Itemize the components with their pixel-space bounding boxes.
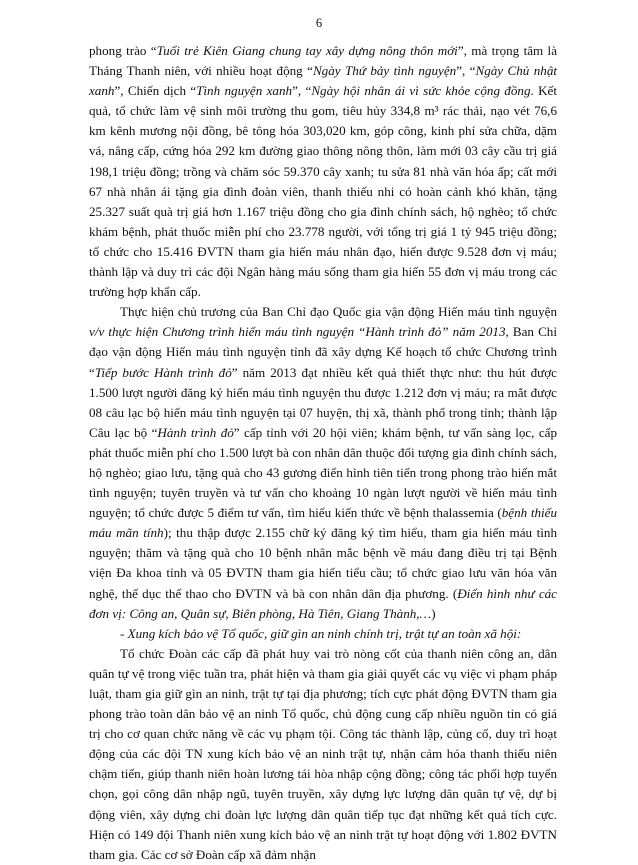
text-run: Tổ chức Đoàn các cấp đã phát huy vai trò nòng cốt của thanh niên công an, dân quân tự vệ trong việc tuần tra, phát hiện và tham gia giải quyết các vụ việc vi phạm pháp luật, tham gia giữ gìn an ninh, trật tự tại địa phương; tích cực phát động ĐVTN tham gia phong trào toàn dân bảo vệ an ninh Tổ quốc, chủ động cung cấp nhiều nguồn tin có giá trị cho cơ quan chức năng về các vụ phạm tội. Công tác thành lập, củng cố, duy trì hoạt động của các đội TN xung kích bảo vệ an ninh trật tự, nhận cảm hóa thanh thiếu niên chậm tiến, giúp thanh niên hoàn lương tái hòa nhập cộng đồng; công tác phối hợp tuyển chọn, gọi công dân nhập ngũ, tuyên truyền, xây dựng lực lượng dân quân tự vệ, dự bị động viên, xây dựng chi đoàn lực lượng dân quân tiếp tục đạt những kết quả tích cực. Hiện có 149 đội Thanh niên xung kích bảo vệ an ninh trật tự hoạt động với 1.802 ĐVTN tham gia. Các cơ sở Đoàn cấp xã đảm nhận (89, 645, 557, 862)
page-number: 6 (315, 16, 323, 30)
text-run: phong trào “ (89, 43, 157, 58)
text-run: ”, mà trọng tâm là Tháng Thanh niên, với nhiều hoạt động “ (89, 43, 558, 79)
italic-text-run: Ngày hội nhân ái vì sức khỏe cộng đồng (311, 83, 531, 99)
text-run: ” cấp tỉnh với 20 hội viên; khám bệnh, tư vấn sàng lọc, cấp phát thuốc miễn phí cho 1.500 lượt bà con nhân dân thuộc đối tượng gia đình chính sách, hộ nghèo; giao lưu, tặng quà cho 43 gương điển hình tiên tiến trong phong trào hiến mắt tình nguyện; tuyên truyền và tư vấn cho khoảng 10 ngàn lượt người về hiến máu tình nguyện; tổ chức được 5 điểm tư vấn, tìm hiểu kiến thức về bệnh thalassemia ( (89, 424, 558, 521)
italic-text-run: Tình nguyện xanh (196, 83, 293, 99)
italic-text-run: Ngày Thứ bảy tình nguyện (312, 63, 457, 79)
italic-text-run: v/v thực hiện Chương trình hiến máu tình nguyện “Hành trình đỏ” năm 2013 (89, 324, 506, 340)
paragraph (89, 41, 557, 302)
italic-text-run: Điển hình như các đơn vị: Công an, Quân sự, Biên phòng, Hà Tiên, Giang Thành,… (89, 585, 557, 621)
italic-text-run: Ngày Chủ nhật xanh (89, 63, 558, 99)
body-text (89, 41, 557, 865)
text-run: ); thu thập được 2.155 chữ ký đăng ký tìm hiểu, tham gia hiến máu tình nguyện; thăm và tặng quà cho 10 bệnh nhân mắc bệnh về máu đang điều trị tại Bệnh viện Đa khoa tỉnh và 05 ĐVTN tham gia hiến tiểu cầu; tổ chức giao lưu văn hóa văn nghệ, thể dục thể thao cho ĐVTN và bà con nhân dân địa phương. ( (89, 525, 557, 601)
paragraph (89, 624, 557, 644)
text-run: ” năm 2013 đạt nhiều kết quả thiết thực như: thu hút được 1.500 lượt người đăng ký hiến máu tình nguyện thu được 1.212 đơn vị máu; ra mắt được 08 câu lạc bộ hiến máu tình nguyện tại 07 huyện, thị xã, thành phố trong tỉnh; thành lập Câu lạc bộ “ (89, 364, 557, 440)
text-run: Thực hiện chủ trương của Ban Chỉ đạo Quốc gia vận động Hiến máu tình nguyện (120, 304, 557, 320)
italic-text-run: Tuổi trẻ Kiên Giang chung tay xây dựng nông thôn mới (156, 43, 458, 58)
italic-text-run: Hành trình đỏ (157, 424, 234, 440)
text-run: . Kết quả, tổ chức làm vệ sinh môi trường thu gom, tiêu hủy 334,8 m³ rác thải, nạo vét 76,6 km kênh mương nội đồng, bê tông hóa 303,020 km, góp công, kinh phí sửa chữa, dặm vá, nâng cấp, cứng hóa 292 km đường giao thông nông thôn, làm mới 03 cây cầu trị giá 198,1 triệu đồng; trồng và chăm sóc 59.370 cây xanh; tu sửa 81 nhà văn hóa ấp; cất mới 67 nhà nhân ái tặng gia đình đoàn viên, thanh thiếu nhi có hoàn cảnh khó khăn, tặng 25.327 suất quà trị giá hơn 1.167 triệu đồng cho gia đình chính sách, hộ nghèo; tổ chức khám bệnh, phát thuốc miễn phí cho 23.778 người, với tổng trị giá 1 tỷ 945 triệu đồng; tổ chức cho 15.416 ĐVTN tham gia hiến máu nhân đạo, hiến được 9.528 đơn vị máu; thành lập và duy trì các đội Ngân hàng máu sống tham gia hiến 55 đơn vị máu trong các trường hợp khẩn cấp. (89, 83, 558, 300)
italic-text-run: Tiếp bước Hành trình đỏ (94, 364, 232, 380)
text-run: ”, Chiến dịch “ (114, 83, 197, 99)
italic-text-run: bệnh thiếu máu mãn tính (89, 505, 557, 541)
paragraph (89, 644, 557, 865)
text-run: ) (431, 605, 436, 621)
italic-text-run: - Xung kích bảo vệ Tổ quốc, giữ gìn an ninh chính trị, trật tự an toàn xã hội: (120, 625, 522, 641)
paragraph (89, 302, 557, 624)
text-run: , Ban Chỉ đạo vận động Hiến máu tình nguyện tỉnh đã xây dựng Kế hoạch tổ chức Chương trình “ (89, 324, 557, 380)
text-run: ”, “ (456, 63, 476, 79)
text-run: ”, “ (292, 83, 312, 99)
